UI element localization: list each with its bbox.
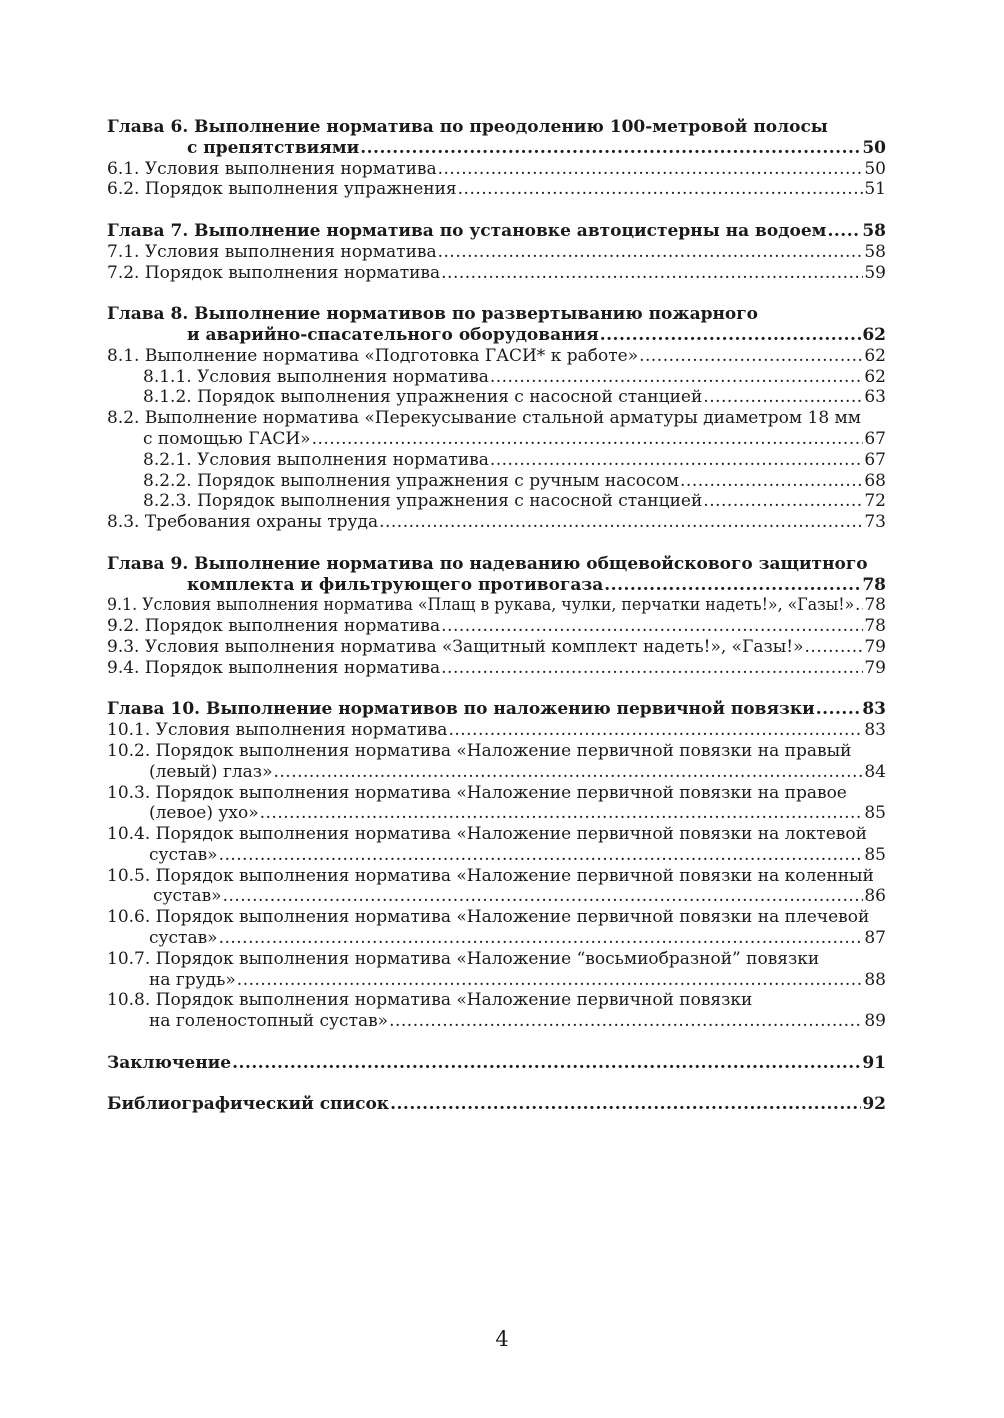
table-of-contents bbox=[107, 117, 886, 1115]
toc-line bbox=[107, 616, 886, 637]
toc-line bbox=[107, 179, 886, 200]
dot-leader bbox=[389, 1011, 863, 1032]
toc-entry-title: на голеностопный сустав» bbox=[149, 1011, 389, 1032]
dot-leader bbox=[639, 346, 863, 367]
toc-page-number: 87 bbox=[864, 928, 886, 949]
dot-leader bbox=[390, 1094, 861, 1115]
toc-page-number: 51 bbox=[864, 179, 886, 200]
section-spacer bbox=[107, 533, 886, 554]
toc-page-number: 50 bbox=[864, 158, 886, 179]
toc-entry[interactable] bbox=[107, 242, 886, 263]
dot-leader bbox=[816, 699, 862, 720]
toc-page-number: 72 bbox=[864, 491, 886, 512]
toc-line bbox=[107, 970, 886, 991]
toc-entry[interactable] bbox=[107, 117, 886, 159]
toc-line bbox=[107, 824, 886, 845]
toc-entry-title: 7.2. Порядок выполнения норматива bbox=[107, 262, 441, 283]
dot-leader bbox=[441, 658, 863, 679]
toc-line bbox=[107, 886, 886, 907]
toc-entry[interactable] bbox=[107, 512, 886, 533]
toc-page-number: 73 bbox=[864, 512, 886, 533]
toc-page-number: 62 bbox=[864, 345, 886, 366]
toc-page-number: 83 bbox=[862, 699, 886, 720]
toc-line bbox=[107, 471, 886, 492]
toc-line bbox=[107, 367, 886, 388]
dot-leader bbox=[458, 179, 864, 200]
dot-leader bbox=[855, 595, 863, 616]
toc-line bbox=[107, 783, 886, 804]
toc-entry[interactable] bbox=[107, 367, 886, 388]
toc-entry[interactable] bbox=[107, 387, 886, 408]
toc-line bbox=[107, 803, 886, 824]
toc-page-number: 50 bbox=[862, 137, 886, 158]
dot-leader bbox=[441, 263, 863, 284]
toc-entry[interactable] bbox=[107, 179, 886, 200]
toc-line bbox=[107, 907, 886, 928]
toc-entry-title: Заключение bbox=[107, 1052, 232, 1073]
dot-leader bbox=[237, 970, 864, 991]
toc-line bbox=[107, 263, 886, 284]
toc-entry-title: 8.2.3. Порядок выполнения упражнения с насосной станцией bbox=[143, 491, 703, 512]
toc-line bbox=[107, 990, 886, 1011]
toc-page-number: 83 bbox=[864, 720, 886, 741]
toc-entry-title: сустав» bbox=[149, 928, 218, 949]
toc-line bbox=[107, 242, 886, 263]
toc-entry[interactable] bbox=[107, 866, 886, 908]
toc-line bbox=[107, 117, 886, 138]
toc-entry[interactable] bbox=[107, 1053, 886, 1074]
toc-page-number: 78 bbox=[864, 616, 886, 637]
dot-leader bbox=[600, 325, 862, 346]
toc-entry-title: и аварийно-спасательного оборудования bbox=[187, 324, 599, 345]
toc-entry[interactable] bbox=[107, 346, 886, 367]
toc-line bbox=[107, 387, 886, 408]
dot-leader bbox=[232, 1053, 861, 1074]
toc-entry-title: Глава 6. Выполнение норматива по преодолению 100-метровой полосы bbox=[107, 117, 828, 137]
toc-entry[interactable] bbox=[107, 949, 886, 991]
toc-entry[interactable] bbox=[107, 1094, 886, 1115]
toc-page-number: 58 bbox=[862, 220, 886, 241]
toc-entry-title: Глава 7. Выполнение норматива по установке автоцистерны на водоем bbox=[107, 220, 827, 241]
toc-page-number: 84 bbox=[864, 761, 886, 782]
toc-page-number: 85 bbox=[864, 844, 886, 865]
dot-leader bbox=[438, 159, 864, 180]
toc-line bbox=[107, 554, 886, 575]
toc-line bbox=[107, 1053, 886, 1074]
toc-page-number: 78 bbox=[862, 574, 886, 595]
toc-entry[interactable] bbox=[107, 595, 886, 616]
toc-entry-title: 6.1. Условия выполнения норматива bbox=[107, 158, 437, 179]
toc-page-number: 78 bbox=[864, 595, 886, 616]
toc-entry-title: сустав» bbox=[153, 886, 222, 907]
toc-entry-title: (левое) ухо» bbox=[149, 803, 259, 824]
toc-entry-title: 10.1. Условия выполнения норматива bbox=[107, 720, 448, 741]
toc-entry-title: 7.1. Условия выполнения норматива bbox=[107, 241, 437, 262]
dot-leader bbox=[490, 367, 864, 388]
section-spacer bbox=[107, 1074, 886, 1095]
toc-line bbox=[107, 595, 886, 616]
toc-line bbox=[107, 699, 886, 720]
toc-entry-title: 10.2. Порядок выполнения норматива «Наложение первичной повязки на правый bbox=[107, 740, 852, 761]
toc-entry[interactable] bbox=[107, 720, 886, 741]
toc-entry-title: с препятствиями bbox=[187, 137, 360, 158]
toc-line bbox=[107, 1011, 886, 1032]
toc-entry-title: 10.6. Порядок выполнения норматива «Наложение первичной повязки на плечевой bbox=[107, 907, 870, 928]
toc-page-number: 62 bbox=[862, 324, 886, 345]
dot-leader bbox=[827, 221, 861, 242]
toc-entry[interactable] bbox=[107, 304, 886, 346]
toc-entry-title: 10.8. Порядок выполнения норматива «Наложение первичной повязки bbox=[107, 990, 753, 1011]
toc-entry-title: Глава 9. Выполнение норматива по надеванию общевойскового защитного bbox=[107, 553, 868, 574]
toc-entry-title: 8.2.2. Порядок выполнения упражнения с ручным насосом bbox=[143, 470, 680, 491]
toc-entry[interactable] bbox=[107, 450, 886, 471]
toc-line bbox=[107, 325, 886, 346]
toc-line bbox=[107, 866, 886, 887]
toc-line bbox=[107, 949, 886, 970]
toc-entry-title: на грудь» bbox=[149, 969, 236, 990]
dot-leader bbox=[312, 429, 864, 450]
toc-entry-title: 8.2. Выполнение норматива «Перекусывание стальной арматуры диаметром 18 мм bbox=[107, 408, 862, 429]
toc-entry[interactable] bbox=[107, 824, 886, 866]
page-number: 4 bbox=[495, 1327, 509, 1351]
section-spacer bbox=[107, 1032, 886, 1053]
toc-entry-title: 8.1.2. Порядок выполнения упражнения с насосной станцией bbox=[143, 387, 703, 408]
toc-entry-title: 8.1.1. Условия выполнения норматива bbox=[143, 366, 489, 387]
dot-leader bbox=[260, 803, 864, 824]
toc-page-number: 89 bbox=[864, 1011, 886, 1032]
dot-leader bbox=[805, 637, 864, 658]
dot-leader bbox=[604, 575, 861, 596]
toc-entry[interactable] bbox=[107, 990, 886, 1032]
toc-line bbox=[107, 741, 886, 762]
dot-leader bbox=[448, 720, 863, 741]
toc-page-number: 91 bbox=[862, 1052, 886, 1073]
dot-leader bbox=[219, 928, 864, 949]
section-spacer bbox=[107, 679, 886, 700]
toc-line bbox=[107, 928, 886, 949]
toc-entry[interactable] bbox=[107, 783, 886, 825]
toc-line bbox=[107, 159, 886, 180]
toc-entry[interactable] bbox=[107, 408, 886, 450]
toc-entry-title: 8.3. Требования охраны труда bbox=[107, 512, 379, 533]
section-spacer bbox=[107, 200, 886, 221]
toc-line bbox=[107, 491, 886, 512]
dot-leader bbox=[441, 616, 863, 637]
toc-line bbox=[107, 408, 886, 429]
toc-entry[interactable] bbox=[107, 159, 886, 180]
toc-line bbox=[107, 1094, 886, 1115]
toc-line bbox=[107, 138, 886, 159]
toc-entry-title: 10.5. Порядок выполнения норматива «Наложение первичной повязки на коленный bbox=[107, 865, 874, 886]
dot-leader bbox=[360, 138, 861, 159]
toc-entry[interactable] bbox=[107, 616, 886, 637]
toc-entry[interactable] bbox=[107, 491, 886, 512]
dot-leader bbox=[219, 845, 864, 866]
toc-entry-title: 10.3. Порядок выполнения норматива «Наложение первичной повязки на правое bbox=[107, 782, 847, 803]
dot-leader bbox=[273, 762, 863, 783]
toc-page-number: 85 bbox=[864, 803, 886, 824]
dot-leader bbox=[703, 387, 863, 408]
toc-entry-title: Глава 8. Выполнение нормативов по развертыванию пожарного bbox=[107, 304, 759, 325]
toc-entry[interactable] bbox=[107, 907, 886, 949]
toc-page-number: 59 bbox=[864, 262, 886, 283]
section-spacer bbox=[107, 283, 886, 304]
toc-page-number: 67 bbox=[864, 449, 886, 470]
toc-entry-title: 9.2. Порядок выполнения норматива bbox=[107, 616, 441, 637]
toc-page-number: 79 bbox=[864, 636, 886, 657]
toc-page-number: 62 bbox=[864, 366, 886, 387]
dot-leader bbox=[223, 886, 864, 907]
toc-line bbox=[107, 221, 886, 242]
dot-leader bbox=[703, 491, 863, 512]
toc-line bbox=[107, 304, 886, 325]
dot-leader bbox=[438, 242, 864, 263]
toc-entry-title: 10.7. Порядок выполнения норматива «Наложение “восьмиобразной” повязки bbox=[107, 948, 820, 969]
toc-line bbox=[107, 720, 886, 741]
toc-entry-title: с помощью ГАСИ» bbox=[143, 428, 311, 449]
toc-line bbox=[107, 845, 886, 866]
toc-entry-title: Библиографический список bbox=[107, 1094, 390, 1115]
toc-entry-title: 8.1. Выполнение норматива «Подготовка ГАСИ* к работе» bbox=[107, 345, 639, 366]
toc-page-number: 79 bbox=[864, 657, 886, 678]
toc-entry[interactable] bbox=[107, 554, 886, 596]
toc-page-number: 58 bbox=[864, 241, 886, 262]
toc-page-number: 63 bbox=[864, 387, 886, 408]
toc-page-number: 67 bbox=[864, 428, 886, 449]
toc-entry-title: 9.4. Порядок выполнения норматива bbox=[107, 657, 441, 678]
toc-entry-title: 10.4. Порядок выполнения норматива «Наложение первичной повязки на локтевой bbox=[107, 824, 867, 845]
toc-line bbox=[107, 450, 886, 471]
toc-page-number: 86 bbox=[864, 886, 886, 907]
dot-leader bbox=[680, 471, 863, 492]
toc-page-number: 68 bbox=[864, 470, 886, 491]
toc-entry-title: 8.2.1. Условия выполнения норматива bbox=[143, 449, 489, 470]
dot-leader bbox=[379, 512, 863, 533]
toc-entry[interactable] bbox=[107, 637, 886, 658]
toc-entry[interactable] bbox=[107, 221, 886, 242]
toc-entry[interactable] bbox=[107, 699, 886, 720]
toc-entry-title: 9.3. Условия выполнения норматива «Защитный комплект надеть!», «Газы!» bbox=[107, 636, 804, 657]
toc-entry-title: 6.2. Порядок выполнения упражнения bbox=[107, 179, 457, 200]
toc-line bbox=[107, 575, 886, 596]
toc-entry[interactable] bbox=[107, 471, 886, 492]
toc-line bbox=[107, 512, 886, 533]
toc-line bbox=[107, 637, 886, 658]
toc-entry-title: (левый) глаз» bbox=[149, 761, 273, 782]
toc-entry[interactable] bbox=[107, 741, 886, 783]
toc-line bbox=[107, 346, 886, 367]
toc-entry-title: комплекта и фильтрующего противогаза bbox=[187, 574, 604, 595]
toc-line bbox=[107, 658, 886, 679]
toc-entry-title: 9.1. Условия выполнения норматива «Плащ в рукава, чулки, перчатки надеть!», «Газы!» bbox=[107, 595, 855, 616]
toc-line bbox=[107, 762, 886, 783]
toc-entry[interactable] bbox=[107, 658, 886, 679]
toc-entry-title: Глава 10. Выполнение нормативов по наложению первичной повязки bbox=[107, 699, 815, 720]
toc-entry-title: сустав» bbox=[149, 844, 218, 865]
toc-line bbox=[107, 429, 886, 450]
toc-page-number: 92 bbox=[862, 1094, 886, 1115]
dot-leader bbox=[490, 450, 864, 471]
toc-entry[interactable] bbox=[107, 263, 886, 284]
toc-page-number: 88 bbox=[864, 969, 886, 990]
